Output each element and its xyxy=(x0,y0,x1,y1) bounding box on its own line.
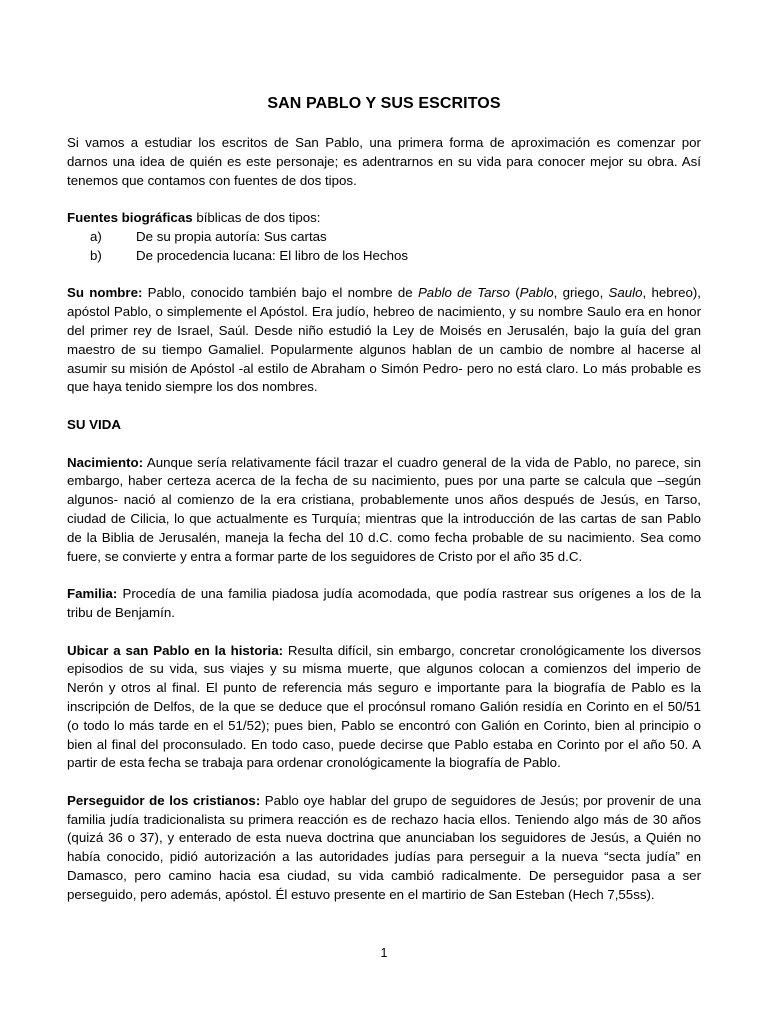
list-item xyxy=(67,228,701,247)
familia-label: Familia: xyxy=(67,586,118,602)
list-item-text: De su propia autoría: Sus cartas xyxy=(136,228,327,244)
fuentes-label: Fuentes biográficas xyxy=(67,210,193,226)
nombre-text: Pablo, conocido también bajo el nombre de xyxy=(142,285,418,301)
nacimiento-text: Aunque sería relativamente fácil trazar el cuadro general de la vida de Pablo, no parece, sin embargo, haber certeza acerca de la fecha de su nacimiento, pues por una parte se calcula que –según algunos- nació al comienzo de la era cristiana, probablemente unos años después de Jesús, en Tarso, ciudad de Cilicia, lo que actualmente es Turquía; mientras que la introducción de las cartas de san Pablo de la Biblia de Jerusalén, maneja la fecha del 10 d.C. como fecha probable de su nacimiento. Sea como fuere, se convierte y entra a formar parte de los seguidores de Cristo por el año 35 d.C. xyxy=(67,454,701,564)
list-item xyxy=(67,247,701,266)
nombre-text: , griego, xyxy=(553,285,609,301)
nombre-text: ( xyxy=(509,285,520,301)
nombre-label: Su nombre: xyxy=(67,285,143,301)
perseguidor-label: Perseguidor de los cristianos: xyxy=(67,792,261,808)
list-marker: a) xyxy=(90,228,102,244)
perseguidor-paragraph xyxy=(67,792,701,905)
nacimiento-paragraph xyxy=(67,454,701,567)
familia-text: Procedía de una familia piadosa judía acomodada, que podía rastrear sus orígenes a los de la tribu de Benjamín. xyxy=(67,586,701,620)
page-number: 1 xyxy=(380,946,388,960)
nombre-italic: Pablo xyxy=(519,285,554,301)
section-heading-vida: SU VIDA xyxy=(67,416,121,432)
nombre-text: , hebreo), apóstol Pablo, o simplemente el Apóstol. Era judío, hebreo de nacimiento, y su nombre Saulo era en honor del primer rey de Israel, Saúl. Desde niño estudió la Ley de Moisés en Jerusalén, bajo la guía del gran maestro de su tiempo Gamaliel. Popularmente algunos hablan de un cambio de nombre al hacerse al asumir su misión de Apóstol -al estilo de Abraham o Simón Pedro- pero no está claro. Lo más probable es que haya tenido siempre los dos nombres. xyxy=(67,285,701,395)
fuentes-text: bíblicas de dos tipos: xyxy=(192,210,321,226)
historia-label: Ubicar a san Pablo en la historia: xyxy=(67,642,284,658)
nombre-italic: Saulo xyxy=(608,285,643,301)
list-item-text: De procedencia lucana: El libro de los Hechos xyxy=(136,247,409,263)
intro-paragraph: Si vamos a estudiar los escritos de San Pablo, una primera forma de aproximación es comenzar por darnos una idea de quién es este personaje; es adentrarnos en su vida para conocer mejor su obra. Así tenemos que contamos con fuentes de dos tipos. xyxy=(67,135,701,188)
perseguidor-text: Pablo oye hablar del grupo de seguidores de Jesús; por provenir de una familia judía tradicionalista su primera reacción es de rechazo hacia ellos. Teniendo algo más de 30 años (quizá 36 o 37), y enterado de esta nueva doctrina que anunciaban los seguidores de Jesús, a Quién no había conocido, pidió autorización a las autoridades judías para perseguir a la nueva “secta judía” en Damasco, pero camino hacia esa ciudad, su vida cambió radicalmente. De perseguidor pasa a ser perseguido, pero además, apóstol. Él estuvo presente en el martirio de San Esteban (Hech 7,55ss). xyxy=(67,792,701,902)
historia-paragraph xyxy=(67,642,701,774)
nombre-italic: Pablo de Tarso xyxy=(417,285,510,301)
historia-text: Resulta difícil, sin embargo, concretar cronológicamente los diversos episodios de su vida, sus viajes y su misma muerte, que algunos colocan a comienzos del imperio de Nerón y otros al final. El punto de referencia más seguro e importante para la biografía de Pablo es la inscripción de Delfos, de la que se deduce que el procónsul romano Galión residía en Corinto en el 50/51 (o todo lo más tarde en el 51/52); pues bien, Pablo se encontró con Galión en Corinto, bien al principio o bien al final del proconsulado. En todo caso, puede decirse que Pablo estaba en Corinto por el año 50. A partir de esta fecha se trabaja para ordenar cronológicamente la biografía de Pablo. xyxy=(67,642,702,771)
document-title: SAN PABLO Y SUS ESCRITOS xyxy=(267,95,501,112)
familia-paragraph xyxy=(67,585,701,623)
fuentes-list xyxy=(67,228,701,266)
document-body xyxy=(67,94,701,923)
list-marker: b) xyxy=(90,247,102,263)
nombre-paragraph xyxy=(67,284,701,397)
nacimiento-label: Nacimiento: xyxy=(67,454,144,470)
fuentes-paragraph xyxy=(67,209,701,228)
